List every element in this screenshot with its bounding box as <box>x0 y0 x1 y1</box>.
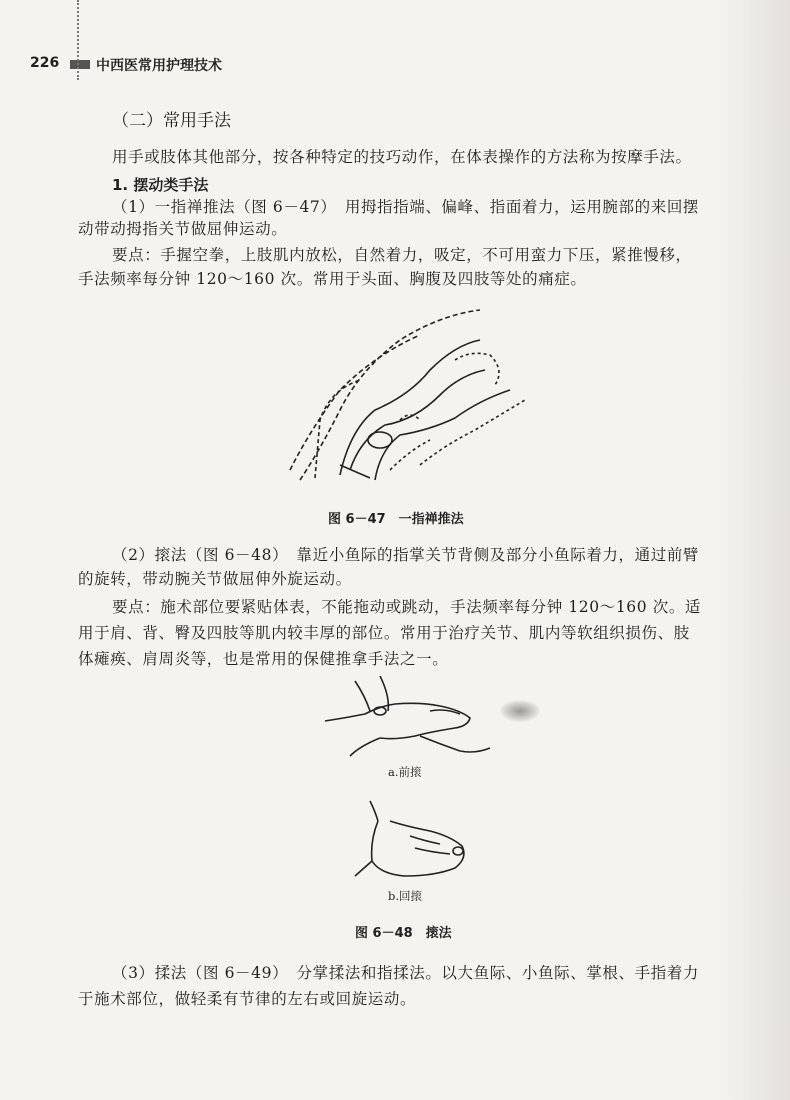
item1-line2: 动带动拇指关节做屈伸运动。 <box>78 220 288 238</box>
page-shadow <box>720 0 790 1100</box>
header-bar <box>70 60 90 69</box>
header-divider <box>77 0 79 80</box>
section-title: （二）常用手法 <box>112 111 231 131</box>
figure-6-48b-label: b.回㨰 <box>388 889 423 903</box>
item2-line1: （2）㨰法（图 6－48） 靠近小鱼际的指掌关节背侧及部分小鱼际着力，通过前臂 <box>112 546 700 564</box>
subsection-title: 1. 摆动类手法 <box>112 176 209 194</box>
ink-smudge <box>500 700 540 722</box>
figure-6-48b-illustration <box>350 796 480 881</box>
intro-paragraph: 用手或肢体其他部分，按各种特定的技巧动作，在体表操作的方法称为按摩手法。 <box>112 148 692 166</box>
figure-6-48a-label: a.前㨰 <box>388 765 422 779</box>
item2-keypoint1: 要点：施术部位要紧贴体表，不能拖动或跳动，手法频率每分钟 120～160 次。适 <box>112 598 702 616</box>
item3-line2: 于施术部位，做轻柔有节律的左右或回旋运动。 <box>78 990 417 1008</box>
item2-keypoint3: 体瘫痪、肩周炎等，也是常用的保健推拿手法之一。 <box>78 650 449 668</box>
item2-line2: 的旋转，带动腕关节做屈伸外旋运动。 <box>78 570 352 588</box>
item1-keypoint1: 要点：手握空拳，上肢肌内放松，自然着力，吸定，不可用蛮力下压，紧推慢移， <box>112 246 692 264</box>
book-title: 中西医常用护理技术 <box>96 58 222 74</box>
figure-6-47-illustration <box>280 300 540 490</box>
figure-6-48-caption: 图 6－48 㨰法 <box>355 926 452 941</box>
figure-6-47-caption: 图 6－47 一指禅推法 <box>328 512 464 527</box>
item2-keypoint2: 用于肩、背、臀及四肢等肌内较丰厚的部位。常用于治疗关节、肌内等软组织损伤、肢 <box>78 624 690 642</box>
figure-6-48a-illustration <box>320 676 500 761</box>
item1-line1: （1）一指禅推法（图 6－47） 用拇指指端、偏峰、指面着力，运用腕部的来回摆 <box>112 198 700 216</box>
item3-line1: （3）揉法（图 6－49） 分掌揉法和指揉法。以大鱼际、小鱼际、掌根、手指着力 <box>112 964 700 982</box>
page-number: 226 <box>30 55 60 71</box>
running-header <box>30 50 770 80</box>
item1-keypoint2: 手法频率每分钟 120～160 次。常用于头面、胸腹及四肢等处的痛症。 <box>78 270 587 288</box>
